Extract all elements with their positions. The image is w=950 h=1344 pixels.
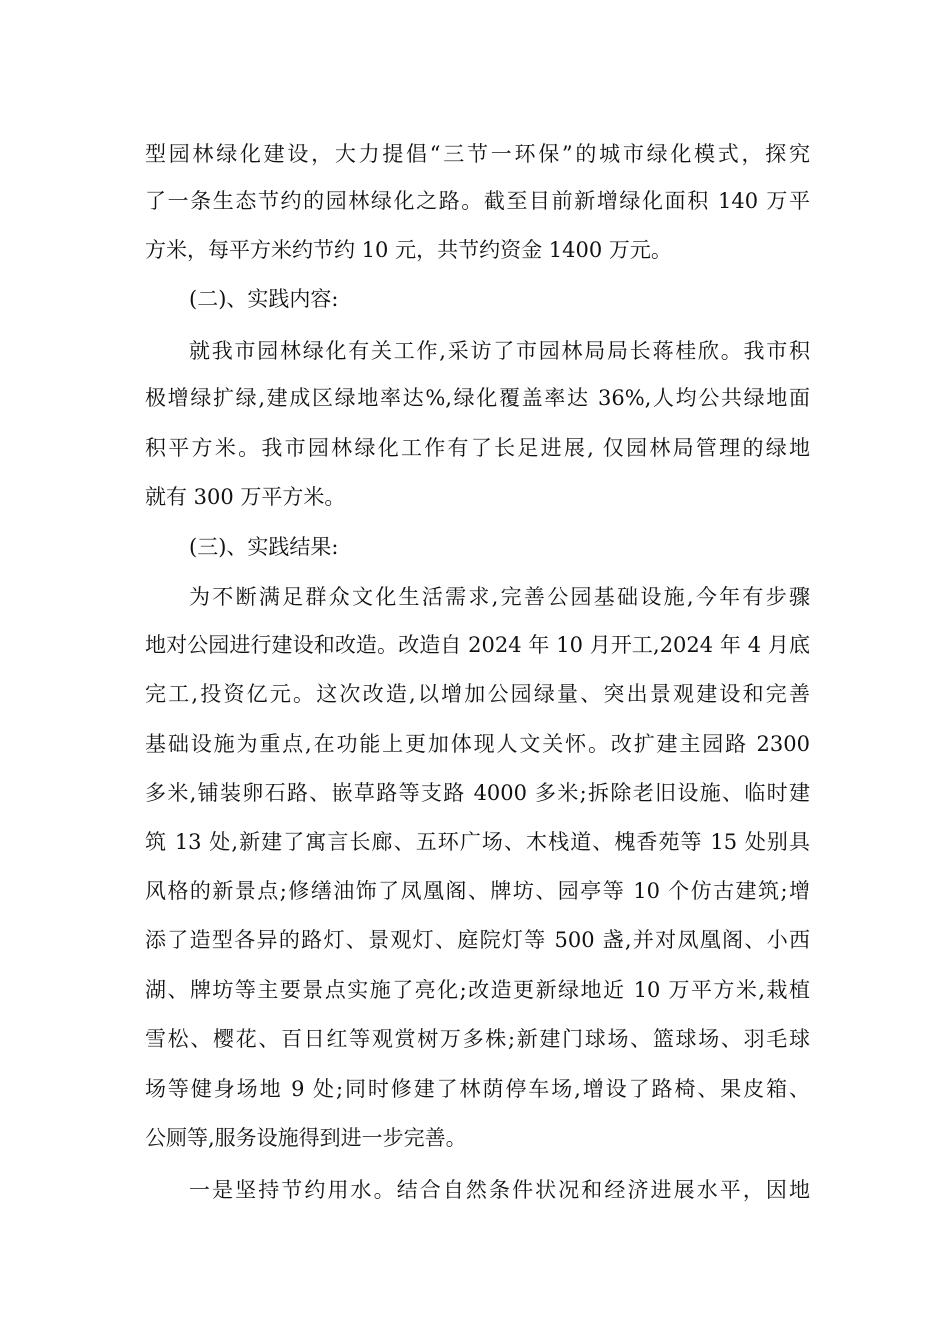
text-line: 就有 300 万平方米。 <box>145 485 346 509</box>
text-line: 多米,铺装卵石路、嵌草路等支路 4000 多米;拆除老旧设施、临时建 <box>145 781 810 805</box>
text-line: 积平方米。我市园林绿化工作有了长足进展, 仅园林局管理的绿地 <box>145 436 810 460</box>
text-line: 一是坚持节约用水。结合自然条件状况和经济进展水平，因地 <box>189 1178 810 1202</box>
text-line: 公厕等,服务设施得到进一步完善。 <box>145 1126 467 1150</box>
section-heading: (二)、实践内容: <box>189 287 339 311</box>
text-line: 了一条生态节约的园林绿化之路。截至目前新增绿化面积 140 万平 <box>145 189 810 213</box>
text-line: 就我市园林绿化有关工作,采访了市园林局局长蒋桂欣。我市积 <box>189 339 810 363</box>
text-line: 基础设施为重点,在功能上更加体现人文关怀。改扩建主园路 2300 <box>145 732 810 756</box>
text-line: 型园林绿化建设，大力提倡“三节一环保”的城市绿化模式，探究 <box>145 142 810 166</box>
text-line: 筑 13 处,新建了寓言长廊、五环广场、木栈道、槐香苑等 15 处别具 <box>145 830 810 854</box>
text-line: 地对公园进行建设和改造。改造自 2024 年 10 月开工,2024 年 4 月底 <box>145 633 810 657</box>
text-line: 为不断满足群众文化生活需求,完善公园基础设施,今年有步骤 <box>189 585 810 609</box>
text-line: 完工,投资亿元。这次改造,以增加公园绿量、突出景观建设和完善 <box>145 682 810 706</box>
text-line: 极增绿扩绿,建成区绿地率达%,绿化覆盖率达 36%,人均公共绿地面 <box>145 386 810 410</box>
text-line: 场等健身场地 9 处;同时修建了林荫停车场,增设了路椅、果皮箱、 <box>145 1077 810 1101</box>
text-line: 风格的新景点;修缮油饰了凤凰阁、牌坊、园亭等 10 个仿古建筑;增 <box>145 879 810 903</box>
text-line: 方米，每平方米约节约 10 元，共节约资金 1400 万元。 <box>145 238 672 262</box>
text-line: 添了造型各异的路灯、景观灯、庭院灯等 500 盏,并对凤凰阁、小西 <box>145 928 810 952</box>
section-heading: (三)、实践结果: <box>189 535 339 559</box>
text-line: 雪松、樱花、百日红等观赏树万多株;新建门球场、篮球场、羽毛球 <box>145 1027 810 1051</box>
text-line: 湖、牌坊等主要景点实施了亮化;改造更新绿地近 10 万平方米,栽植 <box>145 978 810 1002</box>
